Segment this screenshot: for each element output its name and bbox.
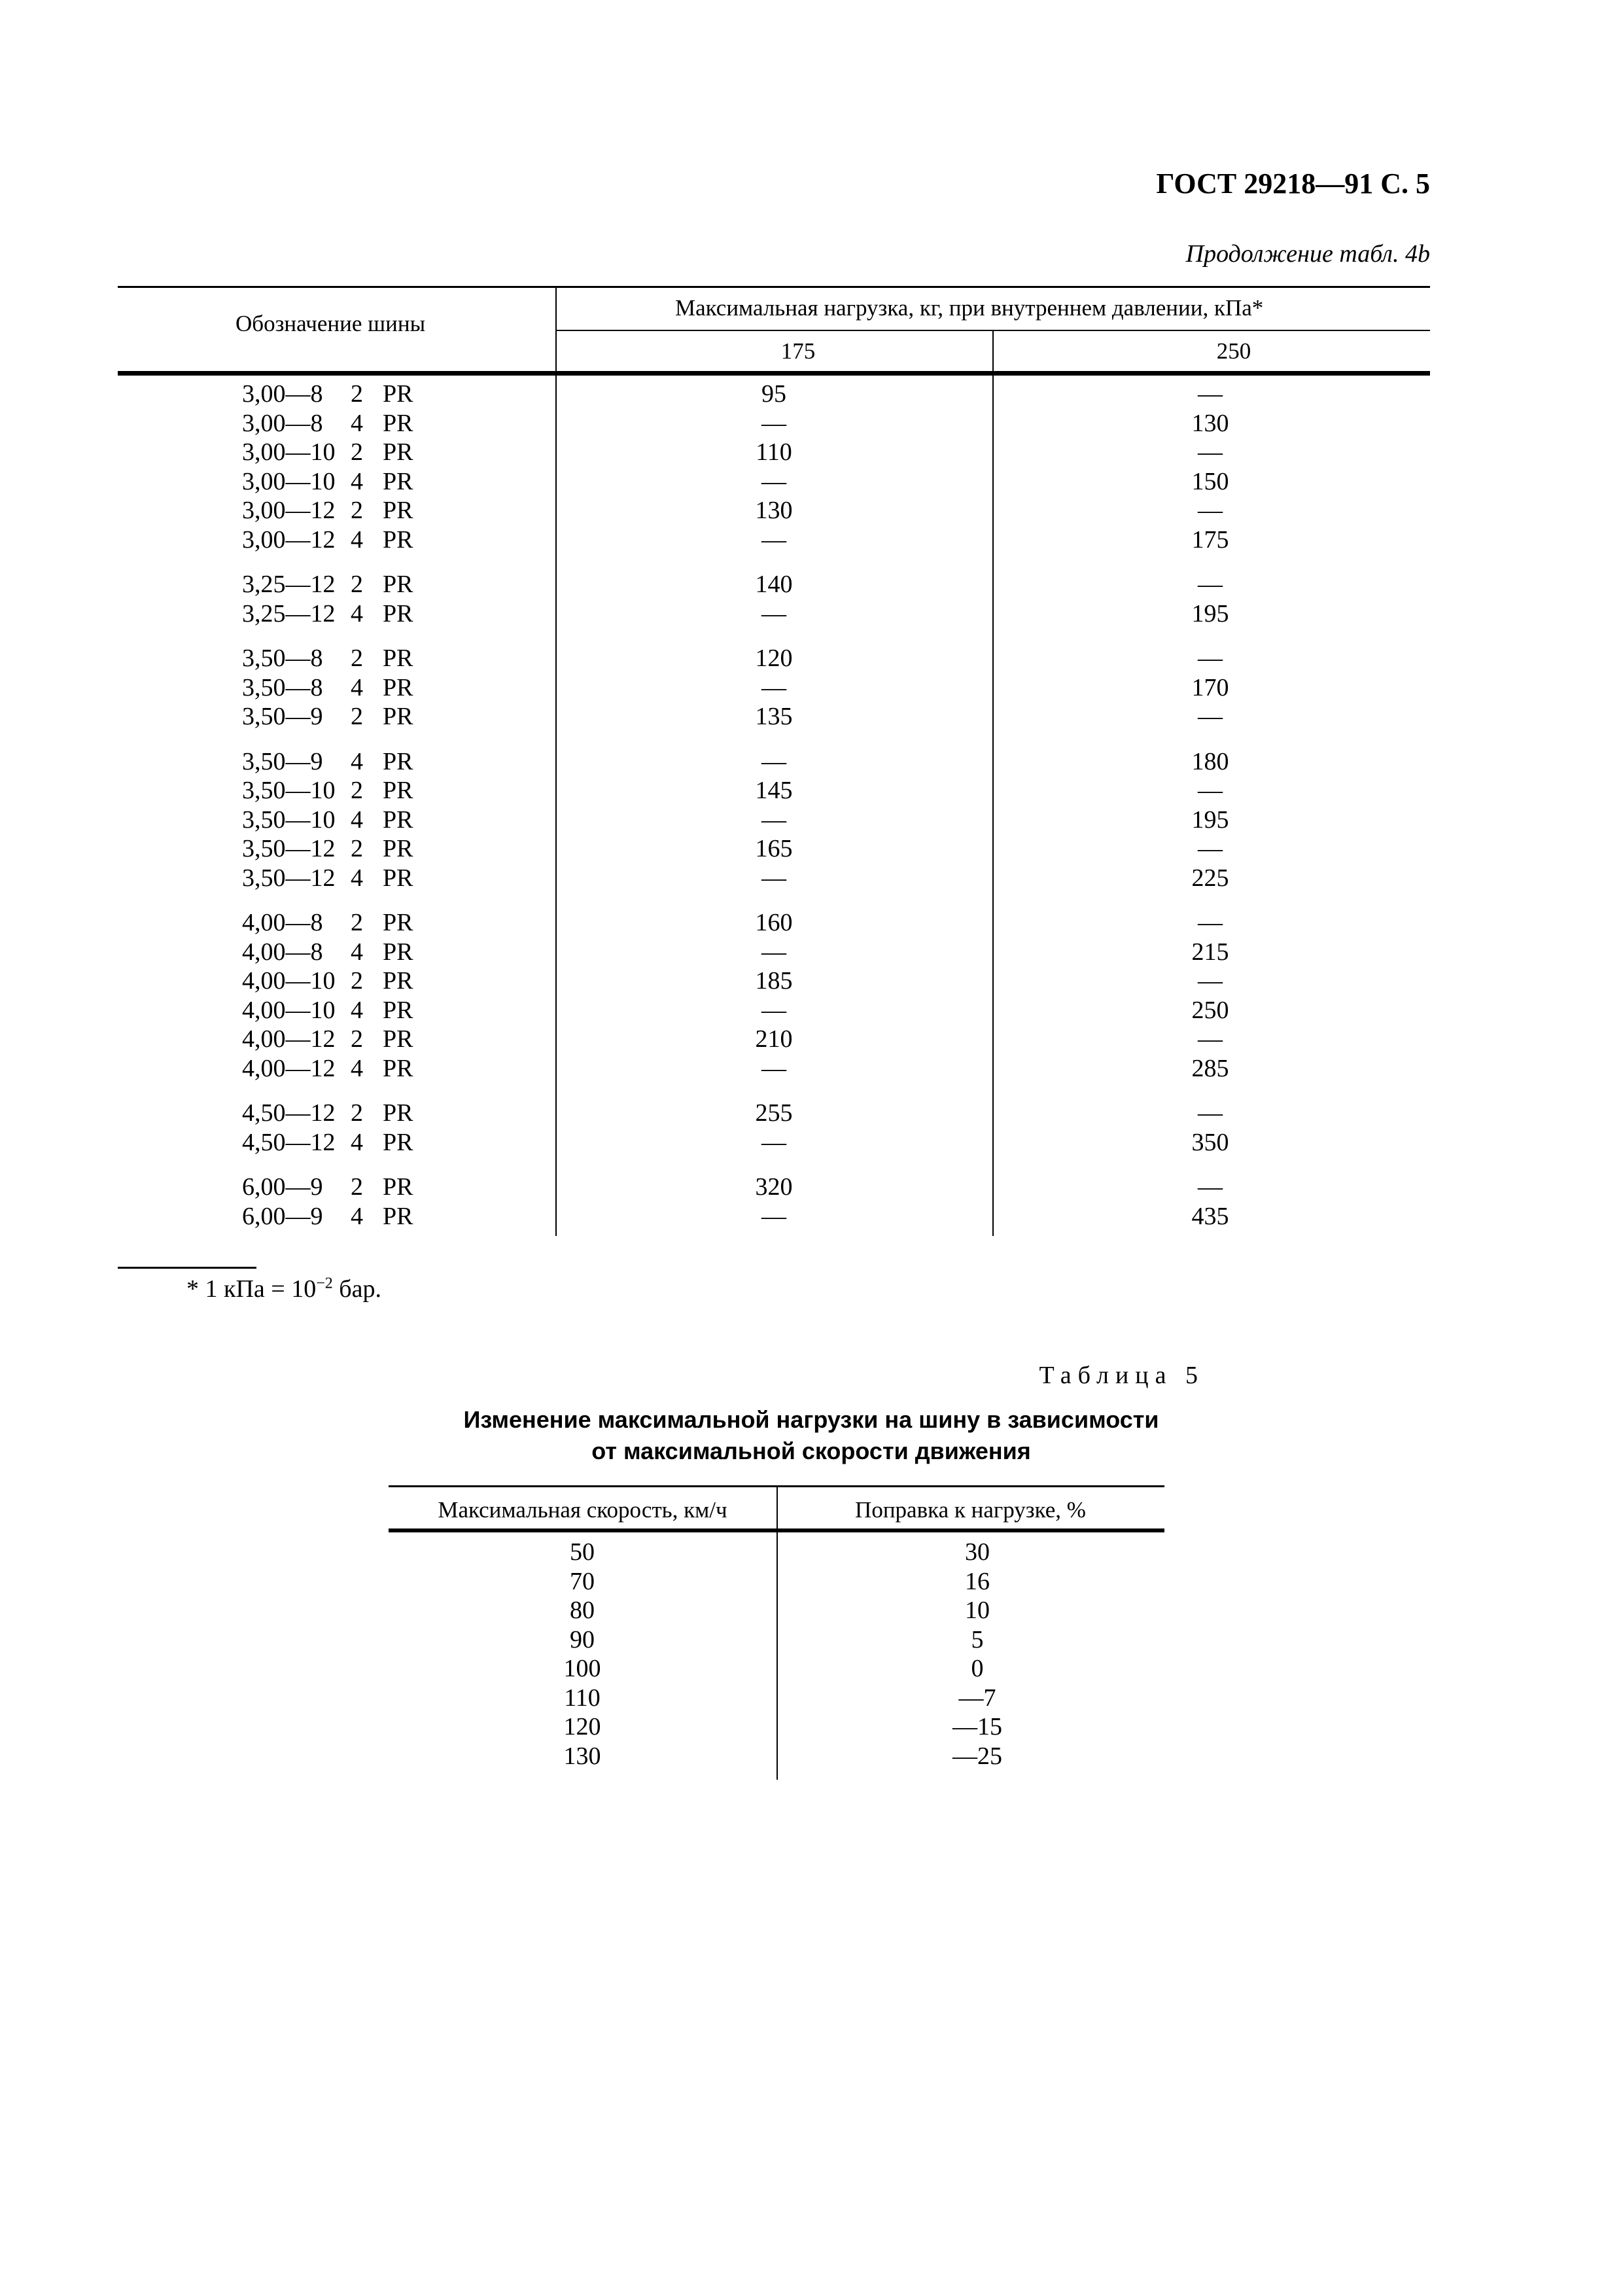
- load-175: 120: [755, 645, 793, 672]
- load-175: 185: [755, 967, 793, 995]
- correction-value: —25: [952, 1742, 1002, 1770]
- correction-value: 30: [965, 1538, 990, 1566]
- ply-rating: 2: [351, 1025, 363, 1053]
- tire-size: 6,00—9: [242, 1173, 323, 1201]
- table5-column-divider: [777, 1485, 778, 1780]
- pr-label: PR: [383, 1202, 413, 1230]
- pr-label: PR: [383, 835, 413, 862]
- load-175: —: [761, 996, 786, 1024]
- speed-value: 120: [563, 1713, 601, 1740]
- ply-rating: 4: [351, 805, 363, 834]
- load-250: —: [1198, 777, 1223, 804]
- tire-size: 3,25—12: [242, 571, 336, 598]
- header-designation: Обозначение шины: [236, 311, 426, 336]
- load-250: —: [1198, 497, 1223, 524]
- tire-size: 3,00—8: [242, 409, 323, 437]
- table5-title-line2: от максимальной скорости движения: [591, 1438, 1031, 1464]
- ply-rating: 2: [351, 967, 363, 995]
- pr-label: PR: [383, 1173, 413, 1201]
- load-250: —: [1198, 967, 1223, 995]
- load-175: —: [761, 805, 786, 834]
- header-speed: Максимальная скорость, км/ч: [438, 1497, 727, 1523]
- column-divider: [992, 330, 994, 1236]
- tire-size: 4,00—10: [242, 996, 336, 1024]
- footnote-unit: бар.: [332, 1275, 381, 1303]
- pr-label: PR: [383, 747, 413, 775]
- pr-label: PR: [383, 938, 413, 966]
- load-250: 215: [1191, 938, 1229, 966]
- tire-size: 3,50—12: [242, 835, 336, 862]
- ply-rating: 4: [351, 1202, 363, 1230]
- ply-rating: 4: [351, 747, 363, 775]
- correction-value: 0: [971, 1655, 984, 1682]
- load-250: 435: [1191, 1202, 1229, 1230]
- speed-correction-table: [389, 1485, 1164, 1780]
- load-175: —: [761, 525, 786, 554]
- tire-size: 3,50—10: [242, 777, 336, 804]
- header-pressure-175: 175: [780, 338, 816, 364]
- footnote-exponent: −2: [316, 1275, 333, 1292]
- load-175: —: [761, 599, 786, 627]
- table-continuation-label: Продолжение табл. 4b: [1185, 240, 1430, 268]
- pr-label: PR: [383, 805, 413, 834]
- load-175: 255: [755, 1099, 793, 1127]
- tire-size: 3,25—12: [242, 599, 336, 627]
- pr-label: PR: [383, 1025, 413, 1053]
- ply-rating: 2: [351, 1099, 363, 1127]
- load-250: —: [1198, 1173, 1223, 1201]
- footnote: [186, 1275, 381, 1303]
- tire-size: 4,00—12: [242, 1025, 336, 1053]
- speed-value: 90: [570, 1625, 595, 1653]
- ply-rating: 2: [351, 777, 363, 804]
- tire-size: 3,50—9: [242, 703, 323, 730]
- table5-title-line1: Изменение максимальной нагрузки на шину в зависимости: [463, 1406, 1159, 1433]
- load-175: 140: [755, 571, 793, 598]
- load-175: 160: [755, 909, 793, 936]
- table5-label: Таблица 5: [1039, 1362, 1204, 1389]
- tire-size: 3,50—9: [242, 747, 323, 775]
- ply-rating: 2: [351, 645, 363, 672]
- pr-label: PR: [383, 909, 413, 936]
- pr-label: PR: [383, 599, 413, 627]
- load-175: —: [761, 864, 786, 892]
- ply-rating: 4: [351, 938, 363, 966]
- load-175: 110: [756, 438, 792, 466]
- load-250: —: [1198, 909, 1223, 936]
- correction-value: 16: [965, 1567, 990, 1595]
- tire-size: 4,50—12: [242, 1099, 336, 1127]
- load-250: 180: [1191, 747, 1229, 775]
- tire-size: 3,50—12: [242, 864, 336, 892]
- load-250: —: [1198, 380, 1223, 408]
- load-250: 175: [1191, 525, 1229, 554]
- document-header: ГОСТ 29218—91 С. 5: [1156, 168, 1430, 200]
- load-250: 250: [1191, 996, 1229, 1024]
- ply-rating: 2: [351, 571, 363, 598]
- tire-size: 4,00—8: [242, 909, 323, 936]
- pr-label: PR: [383, 967, 413, 995]
- tire-size: 3,50—10: [242, 805, 336, 834]
- pr-label: PR: [383, 525, 413, 554]
- load-175: 320: [755, 1173, 793, 1201]
- load-175: 145: [755, 777, 793, 804]
- ply-rating: 2: [351, 497, 363, 524]
- pr-label: PR: [383, 467, 413, 495]
- load-250: —: [1198, 835, 1223, 862]
- load-175: 95: [761, 380, 786, 408]
- ply-rating: 4: [351, 673, 363, 701]
- ply-rating: 4: [351, 409, 363, 437]
- load-250: —: [1198, 438, 1223, 466]
- load-250: 285: [1191, 1054, 1229, 1082]
- tire-size: 4,00—8: [242, 938, 323, 966]
- pr-label: PR: [383, 438, 413, 466]
- footnote-text: * 1 кПа = 10: [186, 1275, 317, 1303]
- tire-size: 3,50—8: [242, 673, 323, 701]
- load-250: 195: [1191, 805, 1229, 834]
- pr-label: PR: [383, 380, 413, 408]
- pr-label: PR: [383, 703, 413, 730]
- pr-label: PR: [383, 777, 413, 804]
- speed-value: 50: [570, 1538, 595, 1566]
- ply-rating: 4: [351, 467, 363, 495]
- ply-rating: 2: [351, 835, 363, 862]
- pr-label: PR: [383, 645, 413, 672]
- table-top-rule: [118, 286, 1430, 288]
- correction-value: 5: [971, 1625, 984, 1653]
- load-175: 130: [755, 497, 793, 524]
- pr-label: PR: [383, 864, 413, 892]
- tire-size: 4,50—12: [242, 1128, 336, 1156]
- ply-rating: 4: [351, 864, 363, 892]
- tire-size: 3,00—12: [242, 497, 336, 524]
- ply-rating: 2: [351, 909, 363, 936]
- load-250: —: [1198, 703, 1223, 730]
- tire-size: 3,00—10: [242, 467, 336, 495]
- table5-title: [386, 1404, 1236, 1467]
- column-divider: [555, 286, 557, 1236]
- pr-label: PR: [383, 571, 413, 598]
- load-250: 130: [1191, 409, 1229, 437]
- load-175: —: [761, 1054, 786, 1082]
- correction-value: —7: [958, 1684, 996, 1712]
- tire-size: 4,00—10: [242, 967, 336, 995]
- speed-value: 130: [563, 1742, 601, 1770]
- load-250: —: [1198, 645, 1223, 672]
- footnote-rule: [118, 1267, 256, 1269]
- speed-value: 80: [570, 1597, 595, 1624]
- pr-label: PR: [383, 409, 413, 437]
- pr-label: PR: [383, 673, 413, 701]
- ply-rating: 2: [351, 703, 363, 730]
- tire-load-table: [118, 286, 1430, 1236]
- load-250: —: [1198, 1099, 1223, 1127]
- load-250: 150: [1191, 467, 1229, 495]
- load-175: —: [761, 673, 786, 701]
- load-175: —: [761, 938, 786, 966]
- pr-label: PR: [383, 1099, 413, 1127]
- header-load-group: Максимальная нагрузка, кг, при внутреннем давлении, кПа*: [675, 295, 1264, 321]
- load-175: 135: [755, 703, 793, 730]
- pr-label: PR: [383, 1054, 413, 1082]
- load-175: 165: [755, 835, 793, 862]
- load-175: —: [761, 1128, 786, 1156]
- pr-label: PR: [383, 497, 413, 524]
- load-175: 210: [755, 1025, 793, 1053]
- load-250: 195: [1191, 599, 1229, 627]
- load-175: —: [761, 1202, 786, 1230]
- speed-value: 70: [570, 1567, 595, 1595]
- load-175: —: [761, 747, 786, 775]
- pr-label: PR: [383, 1128, 413, 1156]
- ply-rating: 2: [351, 380, 363, 408]
- correction-value: —15: [952, 1713, 1002, 1740]
- speed-value: 100: [563, 1655, 601, 1682]
- tire-size: 6,00—9: [242, 1202, 323, 1230]
- load-250: 170: [1191, 673, 1229, 701]
- load-175: —: [761, 467, 786, 495]
- correction-value: 10: [965, 1597, 990, 1624]
- ply-rating: 2: [351, 1173, 363, 1201]
- load-250: —: [1198, 1025, 1223, 1053]
- ply-rating: 4: [351, 1054, 363, 1082]
- tire-size: 3,00—8: [242, 380, 323, 408]
- ply-rating: 4: [351, 525, 363, 554]
- header-pressure-250: 250: [1216, 338, 1251, 364]
- ply-rating: 4: [351, 996, 363, 1024]
- load-250: 225: [1191, 864, 1229, 892]
- header-correction: Поправка к нагрузке, %: [855, 1497, 1086, 1523]
- load-250: 350: [1191, 1128, 1229, 1156]
- ply-rating: 4: [351, 1128, 363, 1156]
- load-250: —: [1198, 571, 1223, 598]
- pr-label: PR: [383, 996, 413, 1024]
- load-175: —: [761, 409, 786, 437]
- header-bottom-rule: [118, 371, 1430, 376]
- ply-rating: 2: [351, 438, 363, 466]
- tire-size: 3,00—12: [242, 525, 336, 554]
- ply-rating: 4: [351, 599, 363, 627]
- tire-size: 3,00—10: [242, 438, 336, 466]
- tire-size: 3,50—8: [242, 645, 323, 672]
- tire-size: 4,00—12: [242, 1054, 336, 1082]
- speed-value: 110: [564, 1684, 601, 1712]
